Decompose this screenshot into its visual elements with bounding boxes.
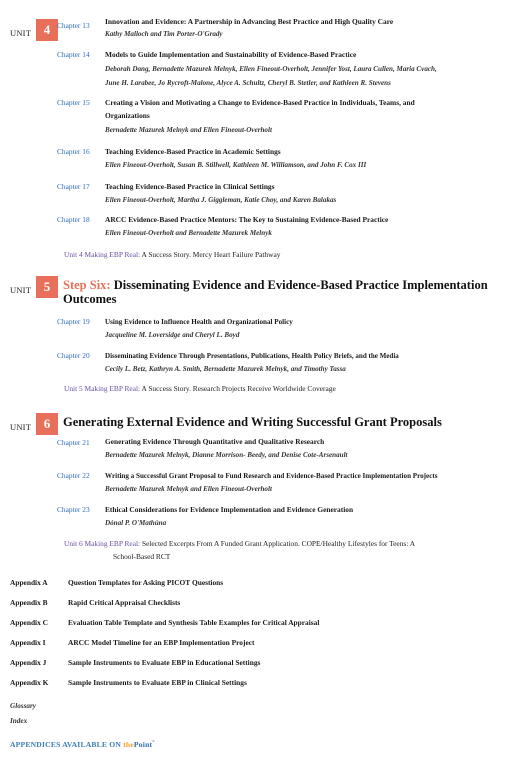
appendix-label[interactable]: Appendix B <box>10 598 48 607</box>
chapter-authors: Ellen Fineout-Overholt, Martha J. Giggleman, Katie Choy, and Karen Balakas <box>105 196 337 204</box>
chapter-authors: Bernadette Mazurek Melnyk, Dianne Morrison- Beedy, and Denise Cote-Arsenault <box>105 451 348 459</box>
making-ebp-label: Unit 4 Making EBP Real: <box>64 250 141 259</box>
chapter-label[interactable]: Chapter 15 <box>57 98 90 107</box>
chapter-label[interactable]: Chapter 21 <box>57 438 90 447</box>
making-ebp-text: A Success Story. Mercy Heart Failure Pathway <box>141 250 281 259</box>
unit-6-number: 6 <box>36 413 58 435</box>
unit-5-making-ebp-real[interactable] <box>64 384 336 393</box>
chapter-authors: Bernadette Mazurek Melnyk and Ellen Fineout-Overholt <box>105 485 272 493</box>
unit-4-making-ebp-real[interactable] <box>64 250 280 259</box>
chapter-label[interactable]: Chapter 14 <box>57 50 90 59</box>
chapter-label[interactable]: Chapter 13 <box>57 21 90 30</box>
unit-5-label: UNIT <box>10 285 32 295</box>
unit-5-title <box>63 278 488 292</box>
appendix-label[interactable]: Appendix K <box>10 678 49 687</box>
index-link[interactable]: Index <box>10 717 28 725</box>
appendix-title[interactable]: Question Templates for Asking PICOT Questions <box>68 578 224 587</box>
appendix-title[interactable]: Sample Instruments to Evaluate EBP in Educational Settings <box>68 658 261 667</box>
chapter-title[interactable]: Ethical Considerations for Evidence Implementation and Evidence Generation <box>105 505 354 514</box>
chapter-authors: Ellen Fineout-Overholt and Bernadette Mazurek Melnyk <box>105 229 272 237</box>
appendix-title[interactable]: Evaluation Table Template and Synthesis Table Examples for Critical Appraisal <box>68 618 320 627</box>
appendix-label[interactable]: Appendix C <box>10 618 48 627</box>
chapter-title[interactable]: Writing a Successful Grant Proposal to Fund Research and Evidence-Based Practice Implementation Projects <box>105 472 438 480</box>
chapter-title-cont: Organizations <box>105 111 150 120</box>
chapter-label[interactable]: Chapter 16 <box>57 147 90 156</box>
chapter-title[interactable]: Teaching Evidence-Based Practice in Clinical Settings <box>105 182 275 191</box>
chapter-authors: Deborah Dang, Bernadette Mazurek Melnyk, Ellen Fineout-Overholt, Jennifer Yost, Laura Cullen, Maria Cvach, <box>105 65 437 73</box>
chapter-title[interactable]: Disseminating Evidence Through Presentations, Publications, Health Policy Briefs, and the Media <box>105 352 399 360</box>
chapter-authors: Bernadette Mazurek Melnyk and Ellen Fineout-Overholt <box>105 126 272 134</box>
thepoint-logo-point: Point <box>133 740 153 749</box>
unit-5-title-line2: Outcomes <box>63 292 117 306</box>
chapter-authors: Jacqueline M. Loversidge and Cheryl L. Boyd <box>105 331 240 339</box>
chapter-authors: June H. Larabee, Jo Rycroft-Malone, Alyce A. Schultz, Cheryl B. Stetler, and Kathleen R. Stevens <box>105 79 391 87</box>
unit-5-number: 5 <box>36 276 58 298</box>
unit-6-making-ebp-real[interactable] <box>64 539 415 548</box>
chapter-label[interactable]: Chapter 22 <box>57 471 90 480</box>
glossary-link[interactable]: Glossary <box>10 702 36 710</box>
chapter-label[interactable]: Chapter 23 <box>57 505 90 514</box>
appendix-title[interactable]: Sample Instruments to Evaluate EBP in Clinical Settings <box>68 678 247 687</box>
appendix-label[interactable]: Appendix J <box>10 658 47 667</box>
making-ebp-label: Unit 6 Making EBP Real: <box>64 539 141 548</box>
chapter-title[interactable]: Using Evidence to Influence Health and Organizational Policy <box>105 318 293 326</box>
appendix-title[interactable]: ARCC Model Timeline for an EBP Implementation Project <box>68 638 255 647</box>
unit-6-label: UNIT <box>10 422 32 432</box>
appendix-title[interactable]: Rapid Critical Appraisal Checklists <box>68 598 181 607</box>
thepoint-logo-the: the <box>123 740 134 749</box>
making-ebp-text: Selected Excerpts From A Funded Grant Application. COPE/Healthy Lifestyles for Teens: A <box>141 539 416 548</box>
chapter-authors: Dónal P. O'Mathúna <box>105 519 167 527</box>
chapter-authors: Kathy Malloch and Tim Porter-O'Grady <box>105 30 223 38</box>
chapter-title[interactable]: Teaching Evidence-Based Practice in Academic Settings <box>105 147 281 156</box>
unit-6-title: Generating External Evidence and Writing Successful Grant Proposals <box>63 415 442 429</box>
chapter-authors: Ellen Fineout-Overholt, Susan B. Stillwell, Kathleen M. Williamson, and John F. Cox III <box>105 161 367 169</box>
unit-6-making-ebp-text-line2: School-Based RCT <box>113 552 171 561</box>
chapter-authors: Cecily L. Betz, Kathryn A. Smith, Bernadette Mazurek Melnyk, and Timothy Tassa <box>105 365 346 373</box>
unit-4-label: UNIT <box>10 28 32 38</box>
appendices-online-note <box>10 740 155 749</box>
chapter-title[interactable]: Generating Evidence Through Quantitative and Qualitative Research <box>105 437 325 446</box>
thepoint-logo-mark: ° <box>152 740 155 746</box>
unit-4-number: 4 <box>36 19 58 41</box>
appendix-label[interactable]: Appendix A <box>10 578 48 587</box>
chapter-label[interactable]: Chapter 20 <box>57 351 90 360</box>
chapter-label[interactable]: Chapter 18 <box>57 215 90 224</box>
appendices-online-text: APPENDICES AVAILABLE ON <box>10 740 124 749</box>
chapter-title[interactable]: ARCC Evidence-Based Practice Mentors: The Key to Sustaining Evidence-Based Practice <box>105 215 389 224</box>
chapter-title[interactable]: Models to Guide Implementation and Sustainability of Evidence-Based Practice <box>105 50 357 59</box>
chapter-label[interactable]: Chapter 19 <box>57 317 90 326</box>
chapter-title[interactable]: Creating a Vision and Motivating a Change to Evidence-Based Practice in Individuals, Teams, and <box>105 98 415 107</box>
making-ebp-text: A Success Story. Research Projects Receive Worldwide Coverage <box>141 384 336 393</box>
chapter-label[interactable]: Chapter 17 <box>57 182 90 191</box>
making-ebp-label: Unit 5 Making EBP Real: <box>64 384 141 393</box>
appendix-label[interactable]: Appendix I <box>10 638 46 647</box>
chapter-title[interactable]: Innovation and Evidence: A Partnership in Advancing Best Practice and High Quality Care <box>105 17 394 26</box>
unit-5-title-line1: Disseminating Evidence and Evidence-Based Practice Implementation <box>113 278 488 292</box>
unit-5-step: Step Six: <box>63 278 111 292</box>
